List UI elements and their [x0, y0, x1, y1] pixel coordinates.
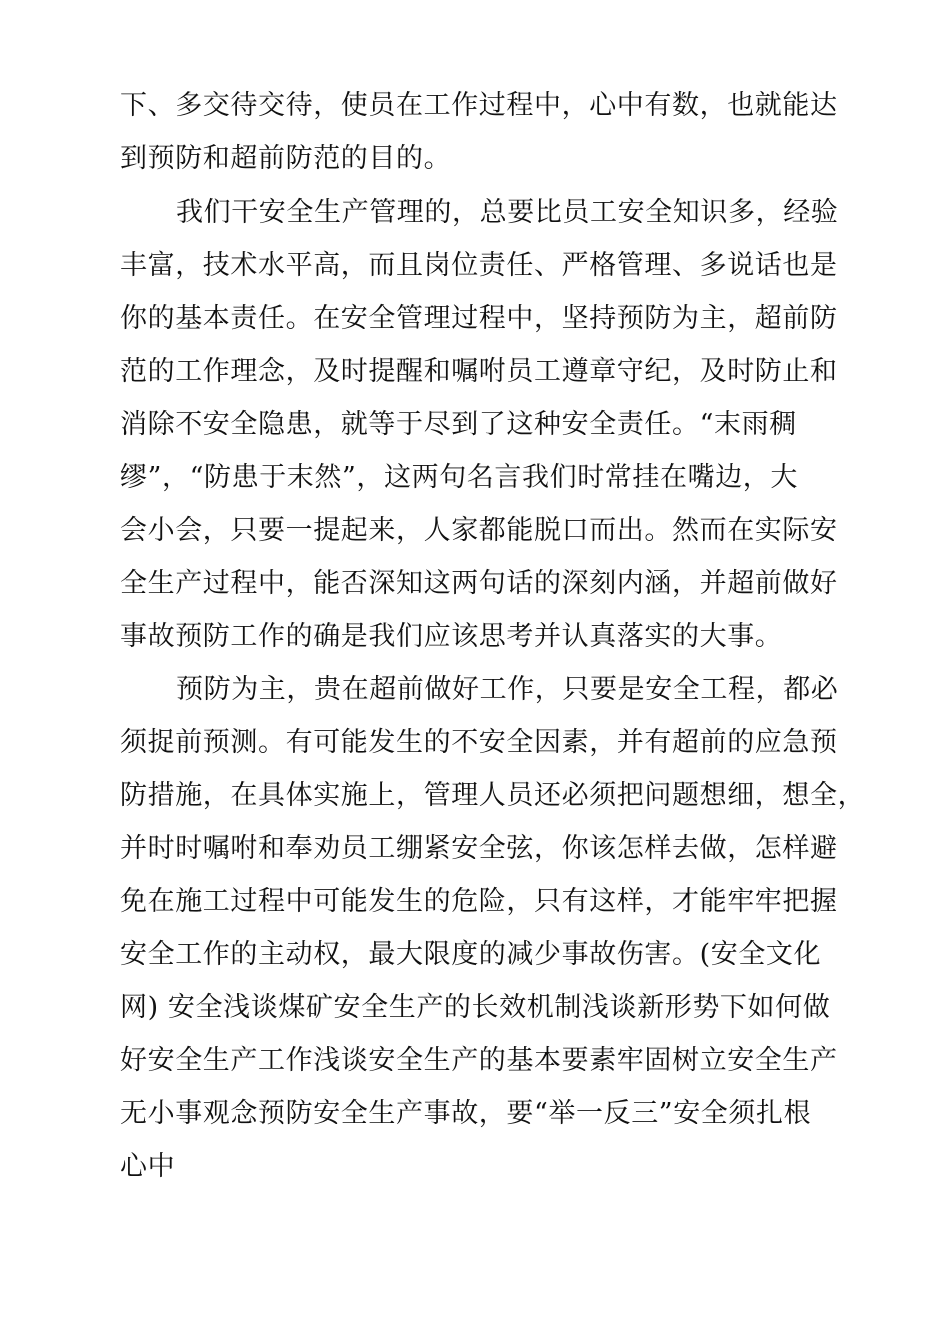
text-line: 事故预防工作的确是我们应该思考并认真落实的大事。 [120, 621, 783, 652]
text-line: 无小事观念预防安全生产事故，要“举一反三”安全须扎根 [120, 1098, 812, 1129]
text-line: 消除不安全隐患，就等于尽到了这种安全责任。“末雨稠 [120, 409, 797, 440]
text-line: 你的基本责任。在安全管理过程中，坚持预防为主，超前防 [120, 303, 838, 334]
text-line: 心中 [120, 1151, 176, 1182]
text-line: 防措施，在具体实施上，管理人员还必须把问题想细，想全， [120, 780, 866, 811]
text-line: 须捉前预测。有可能发生的不安全因素，并有超前的应急预 [120, 727, 838, 758]
text-line: 网) 安全浅谈煤矿安全生产的长效机制浅谈新形势下如何做 [120, 992, 831, 1023]
text-line: 下、多交待交待，使员在工作过程中，心中有数，也就能达 [120, 90, 838, 121]
text-line: 并时时嘱咐和奉劝员工绷紧安全弦，你该怎样去做，怎样避 [120, 833, 838, 864]
text-line: 免在施工过程中可能发生的危险，只有这样，才能牢牢把握 [120, 886, 838, 917]
text-line: 缪”，“防患于末然”，这两句名言我们时常挂在嘴边，大 [120, 462, 799, 493]
text-line: 好安全生产工作浅谈安全生产的基本要素牢固树立安全生产 [120, 1045, 838, 1076]
text-line: 安全工作的主动权，最大限度的减少事故伤害。(安全文化 [120, 939, 822, 970]
text-line: 丰富，技术水平高，而且岗位责任、严格管理、多说话也是 [120, 250, 838, 281]
text-line: 范的工作理念，及时提醒和嘱咐员工遵章守纪，及时防止和 [120, 356, 838, 387]
text-line: 全生产过程中，能否深知这两句话的深刻内涵，并超前做好 [120, 568, 838, 599]
text-line: 会小会，只要一提起来，人家都能脱口而出。然而在实际安 [120, 515, 838, 546]
paragraph-start: 我们干安全生产管理的，总要比员工安全知识多，经验 [176, 197, 839, 228]
text-line: 到预防和超前防范的目的。 [120, 143, 452, 174]
paragraph-start: 预防为主，贵在超前做好工作，只要是安全工程，都必 [176, 674, 839, 705]
